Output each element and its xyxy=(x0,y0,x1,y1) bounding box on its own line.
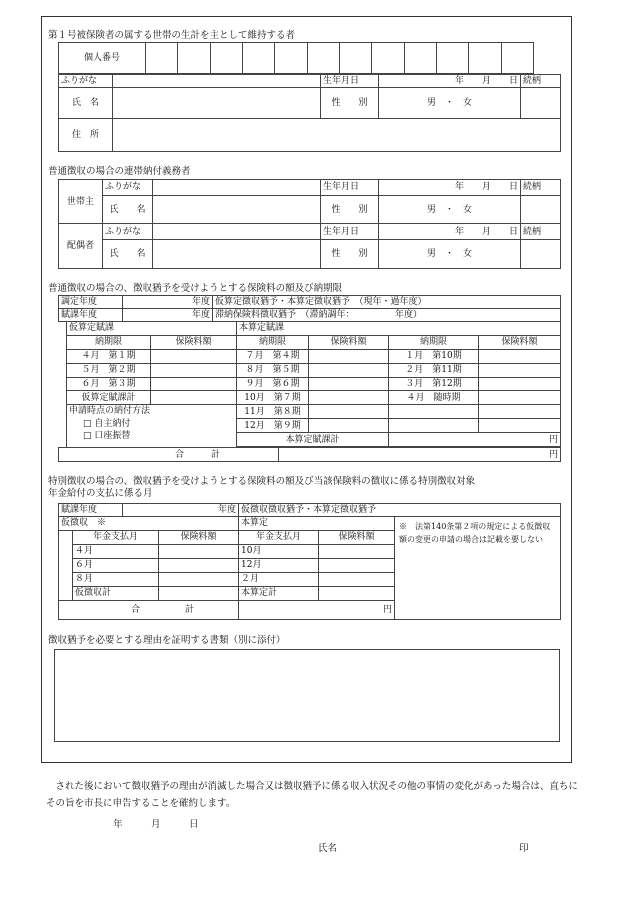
relation-label: 続柄 xyxy=(521,180,561,196)
kari-hon-option[interactable]: 仮徴収徴収猶予・本算定徴収猶予 xyxy=(239,504,561,517)
digit-cell[interactable] xyxy=(210,43,242,74)
noukigen-header: 納期限 xyxy=(389,335,479,349)
furigana-input[interactable] xyxy=(113,75,321,88)
amount-input[interactable] xyxy=(151,349,237,363)
fuka-nendo-input[interactable]: 年度 xyxy=(123,309,213,322)
kari-kei-label: 仮徴収計 xyxy=(73,586,159,600)
fuka-nendo-label: 賦課年度 xyxy=(59,504,123,517)
seal-label: 印 xyxy=(519,843,529,854)
hon-kei-label: 本算定計 xyxy=(239,586,319,600)
chotei-nendo-label: 調定年度 xyxy=(59,296,123,309)
amount-input[interactable] xyxy=(309,419,389,433)
haigusha-label: 配偶者 xyxy=(59,224,103,269)
amount-input[interactable] xyxy=(319,572,395,586)
furigana-label: ふりがな xyxy=(103,180,153,196)
period-label: １月 第10期 xyxy=(389,349,479,363)
digit-cell[interactable] xyxy=(469,43,501,74)
indent-cell xyxy=(59,530,73,600)
kari-label: 仮徴収 ※ xyxy=(59,517,239,531)
relation-input[interactable] xyxy=(521,195,561,224)
sec3-period-table xyxy=(66,321,561,447)
period-label: 11月 第８期 xyxy=(237,405,309,419)
koza-checkbox[interactable]: □ 口座振替 xyxy=(83,431,131,442)
period-label: 10月 第７期 xyxy=(237,391,309,405)
amount-input[interactable] xyxy=(151,377,237,391)
amount-input[interactable] xyxy=(319,586,395,600)
declaration-text: された後において徴収猶予の理由が消滅した場合又は徴収猶予に係る収入状況その他の事情の変化があった場合は、直ちにその旨を市長に申告することを確約します。 xyxy=(46,781,578,809)
note-cell: ※ 法第140条第２項の規定による仮徴収額の変更の申請の場合は記載を要しない xyxy=(395,517,561,620)
goukei-yen[interactable]: 円 xyxy=(279,448,561,462)
sec2-table xyxy=(58,179,561,269)
furigana-label: ふりがな xyxy=(103,224,153,240)
amount-input[interactable] xyxy=(159,544,239,558)
empty-cell xyxy=(479,405,561,419)
month-label: ６月 xyxy=(73,558,159,572)
hokenryo-header: 保険料額 xyxy=(319,530,395,544)
period-label: ４月 第１期 xyxy=(67,349,151,363)
fuka-nendo-label: 賦課年度 xyxy=(59,309,123,322)
digit-cell[interactable] xyxy=(178,43,210,74)
address-input[interactable] xyxy=(113,118,561,151)
nenkin-header: 年金支払月 xyxy=(73,530,159,544)
period-label: ７月 第４期 xyxy=(237,349,309,363)
amount-input[interactable] xyxy=(309,363,389,377)
relation-label: 続柄 xyxy=(521,75,561,88)
address-label: 住 所 xyxy=(59,118,113,151)
relation-input[interactable] xyxy=(521,88,561,118)
digit-cell[interactable] xyxy=(436,43,468,74)
hon-kei-label: 本算定賦課計 xyxy=(237,433,389,447)
date-line[interactable]: 年 月 日 xyxy=(113,819,199,830)
amount-input[interactable] xyxy=(159,572,239,586)
empty-cell xyxy=(479,419,561,433)
amount-input[interactable] xyxy=(159,558,239,572)
birthdate-label: 生年月日 xyxy=(321,224,379,240)
digit-cell[interactable] xyxy=(275,43,307,74)
period-label: ６月 第３期 xyxy=(67,377,151,391)
digit-cell[interactable] xyxy=(404,43,436,74)
period-label: ８月 第５期 xyxy=(237,363,309,377)
signature-name-label: 氏名 xyxy=(318,843,338,854)
digit-cell[interactable] xyxy=(501,43,533,74)
birthdate-label: 生年月日 xyxy=(321,75,379,88)
amount-input[interactable] xyxy=(309,377,389,391)
amount-input[interactable] xyxy=(479,363,561,377)
sec1-table xyxy=(58,74,561,152)
sec1-title: 第１号被保険者の属する世帯の生計を主として維持する者 xyxy=(48,30,296,41)
hon-fuka-label: 本算定賦課 xyxy=(237,322,561,336)
goukei-yen[interactable]: 円 xyxy=(239,600,395,619)
period-label: ５月 第２期 xyxy=(67,363,151,377)
month-label: ２月 xyxy=(239,572,319,586)
sec4-header-table xyxy=(58,503,561,517)
digit-cell[interactable] xyxy=(339,43,371,74)
sec4-title1: 特別徴収の場合の、徴収猶予を受けようとする保険料の額及び当該保険料の徴収に係る特別徴収対象 xyxy=(48,476,476,487)
kojin-bango-table xyxy=(58,42,534,74)
furigana-input[interactable] xyxy=(153,180,321,196)
noukigen-header: 納期限 xyxy=(67,335,151,349)
birthdate-input[interactable]: 年 月 日 xyxy=(379,224,521,240)
chotei-nendo-input[interactable]: 年度 xyxy=(123,296,213,309)
kojin-bango-label: 個人番号 xyxy=(59,43,146,74)
month-label: 12月 xyxy=(239,558,319,572)
digit-cell[interactable] xyxy=(307,43,339,74)
shinsei-cell xyxy=(67,405,237,447)
amount-input[interactable] xyxy=(479,391,561,405)
birthdate-input[interactable]: 年 月 日 xyxy=(379,75,521,88)
hon-kei-yen[interactable]: 円 xyxy=(389,433,561,447)
furigana-input[interactable] xyxy=(153,224,321,240)
month-label: ４月 xyxy=(73,544,159,558)
hokenryo-header: 保険料額 xyxy=(479,335,561,349)
birthdate-input[interactable]: 年 月 日 xyxy=(379,180,521,196)
sex-label: 性 別 xyxy=(321,88,379,118)
hokenryo-header: 保険料額 xyxy=(151,335,237,349)
name-label: 氏 名 xyxy=(103,240,153,269)
kari-kei-label: 仮算定賦課計 xyxy=(67,391,151,405)
period-label: ９月 第６期 xyxy=(237,377,309,391)
sec5-title: 徴収猶予を必要とする理由を証明する書類（別に添付） xyxy=(48,635,286,646)
amount-input[interactable] xyxy=(479,377,561,391)
period-label: ４月 随時期 xyxy=(389,391,479,405)
name-label: 氏 名 xyxy=(59,88,113,118)
amount-input[interactable] xyxy=(309,349,389,363)
sex-label: 性 別 xyxy=(321,240,379,269)
setainushi-label: 世帯主 xyxy=(59,180,103,224)
hokenryo-header: 保険料額 xyxy=(159,530,239,544)
amount-input[interactable] xyxy=(309,391,389,405)
sex-select[interactable]: 男 ・ 女 xyxy=(379,240,521,269)
amount-input[interactable] xyxy=(151,391,237,405)
name-input[interactable] xyxy=(153,195,321,224)
furigana-label: ふりがな xyxy=(59,75,113,88)
month-label: 10月 xyxy=(239,544,319,558)
hon-label: 本算定 xyxy=(239,517,395,531)
kari-fuka-label: 仮算定賦課 xyxy=(67,322,237,336)
digit-cell[interactable] xyxy=(372,43,404,74)
name-label: 氏 名 xyxy=(103,195,153,224)
relation-input[interactable] xyxy=(521,240,561,269)
sex-label: 性 別 xyxy=(321,195,379,224)
sec3-title: 普通徴収の場合の、徴収猶予を受けようとする保険料の額及び納期限 xyxy=(48,283,343,294)
digit-cell[interactable] xyxy=(242,43,274,74)
amount-input[interactable] xyxy=(309,405,389,419)
goukei-label: 合 計 xyxy=(59,448,279,462)
sex-select[interactable]: 男 ・ 女 xyxy=(379,88,521,118)
amount-input[interactable] xyxy=(479,349,561,363)
relation-label: 続柄 xyxy=(521,224,561,240)
shinsei-label: 申請時点の納付方法 xyxy=(69,406,151,417)
sex-select[interactable]: 男 ・ 女 xyxy=(379,195,521,224)
month-label: ８月 xyxy=(73,572,159,586)
name-input[interactable] xyxy=(153,240,321,269)
amount-input[interactable] xyxy=(159,586,239,600)
empty-cell xyxy=(389,419,479,433)
sec3-total-table xyxy=(58,447,561,462)
sec2-title: 普通徴収の場合の連帯納付義務者 xyxy=(48,166,191,177)
empty-cell xyxy=(389,405,479,419)
period-label: ３月 第12期 xyxy=(389,377,479,391)
goukei-label: 合 計 xyxy=(59,600,239,619)
fuka-nendo-input[interactable]: 年度 xyxy=(123,504,239,517)
hokenryo-header: 保険料額 xyxy=(309,335,389,349)
nenkin-header: 年金支払月 xyxy=(239,530,319,544)
amount-input[interactable] xyxy=(319,558,395,572)
birthdate-label: 生年月日 xyxy=(321,180,379,196)
noukigen-header: 納期限 xyxy=(237,335,309,349)
sec4-month-table xyxy=(58,516,561,620)
documents-box[interactable] xyxy=(54,649,560,742)
sec4-title2: 年金給付の支払に係る月 xyxy=(48,488,153,499)
tainou-option[interactable]: 滞納保険料徴収猶予 （滞納調年： 年度） xyxy=(213,309,561,322)
sec3-header-table xyxy=(58,295,561,322)
digit-cell[interactable] xyxy=(146,43,178,74)
amount-input[interactable] xyxy=(151,363,237,377)
amount-input[interactable] xyxy=(319,544,395,558)
jishu-checkbox[interactable]: □ 自主納付 xyxy=(83,418,131,429)
name-input[interactable] xyxy=(113,88,321,118)
period-label: ２月 第11期 xyxy=(389,363,479,377)
kari-hon-option[interactable]: 仮算定徴収猶予・本算定徴収猶予 （現年・過年度） xyxy=(213,296,561,309)
period-label: 12月 第９期 xyxy=(237,419,309,433)
